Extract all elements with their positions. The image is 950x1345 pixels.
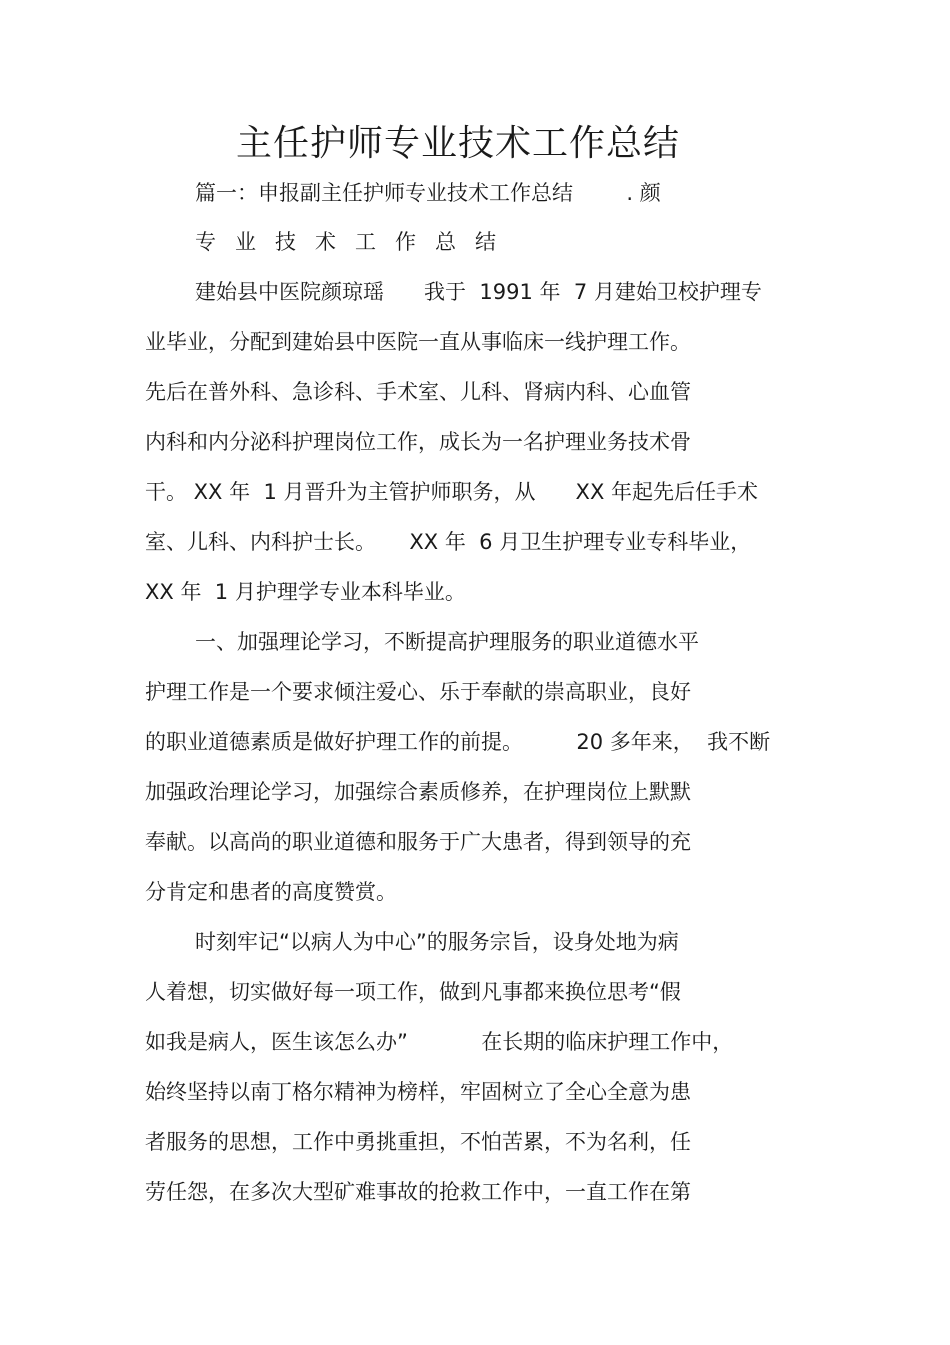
paragraph-line: 奉献。以高尚的职业道德和服务于广大患者，得到领导的充 — [145, 830, 691, 854]
paragraph-line: 时刻牢记“以病人为中心”的服务宗旨，设身处地为病 — [195, 930, 679, 954]
paragraph-line: 劳任怨，在多次大型矿难事故的抢救工作中，一直工作在第 — [145, 1180, 691, 1204]
paragraph-line: 护理工作是一个要求倾注爱心、乐于奉献的崇高职业，良好 — [145, 680, 691, 704]
paragraph-line: 建始县中医院颜琼瑶 我于 1991 年 7 月建始卫校护理专 — [195, 280, 762, 304]
document-subtitle: 篇一：申报副主任护师专业技术工作总结 . 颜 — [195, 181, 661, 205]
paragraph-line: 内科和内分泌科护理岗位工作，成长为一名护理业务技术骨 — [145, 430, 691, 454]
paragraph-line: XX 年 1 月护理学专业本科毕业。 — [145, 580, 466, 604]
section-heading-one: 一、加强理论学习，不断提高护理服务的职业道德水平 — [195, 630, 699, 654]
paragraph-line: 室、儿科、内科护士长。 XX 年 6 月卫生护理专业专科毕业， — [145, 530, 752, 554]
paragraph-line: 分肯定和患者的高度赞赏。 — [145, 880, 397, 904]
paragraph-line: 业毕业，分配到建始县中医院一直从事临床一线护理工作。 — [145, 330, 691, 354]
paragraph-line: 人着想，切实做好每一项工作，做到凡事都来换位思考“假 — [145, 980, 681, 1004]
paragraph-line: 先后在普外科、急诊科、手术室、儿科、肾病内科、心血管 — [145, 380, 691, 404]
paragraph-line: 的职业道德素质是做好护理工作的前提。 20 多年来， 我不断 — [145, 730, 771, 754]
paragraph-line: 加强政治理论学习，加强综合素质修养，在护理岗位上默默 — [145, 780, 691, 804]
paragraph-line: 如我是病人，医生该怎么办” 在长期的临床护理工作中， — [145, 1030, 734, 1054]
paragraph-line: 始终坚持以南丁格尔精神为榜样，牢固树立了全心全意为患 — [145, 1080, 691, 1104]
paragraph-line: 者服务的思想，工作中勇挑重担，不怕苦累，不为名利，任 — [145, 1130, 691, 1154]
document-title: 主任护师专业技术工作总结 — [235, 123, 680, 164]
paragraph-line: 干。 XX 年 1 月晋升为主管护师职务，从 XX 年起先后任手术 — [145, 480, 759, 504]
section-heading: 专业技术工作总结 — [195, 230, 515, 254]
